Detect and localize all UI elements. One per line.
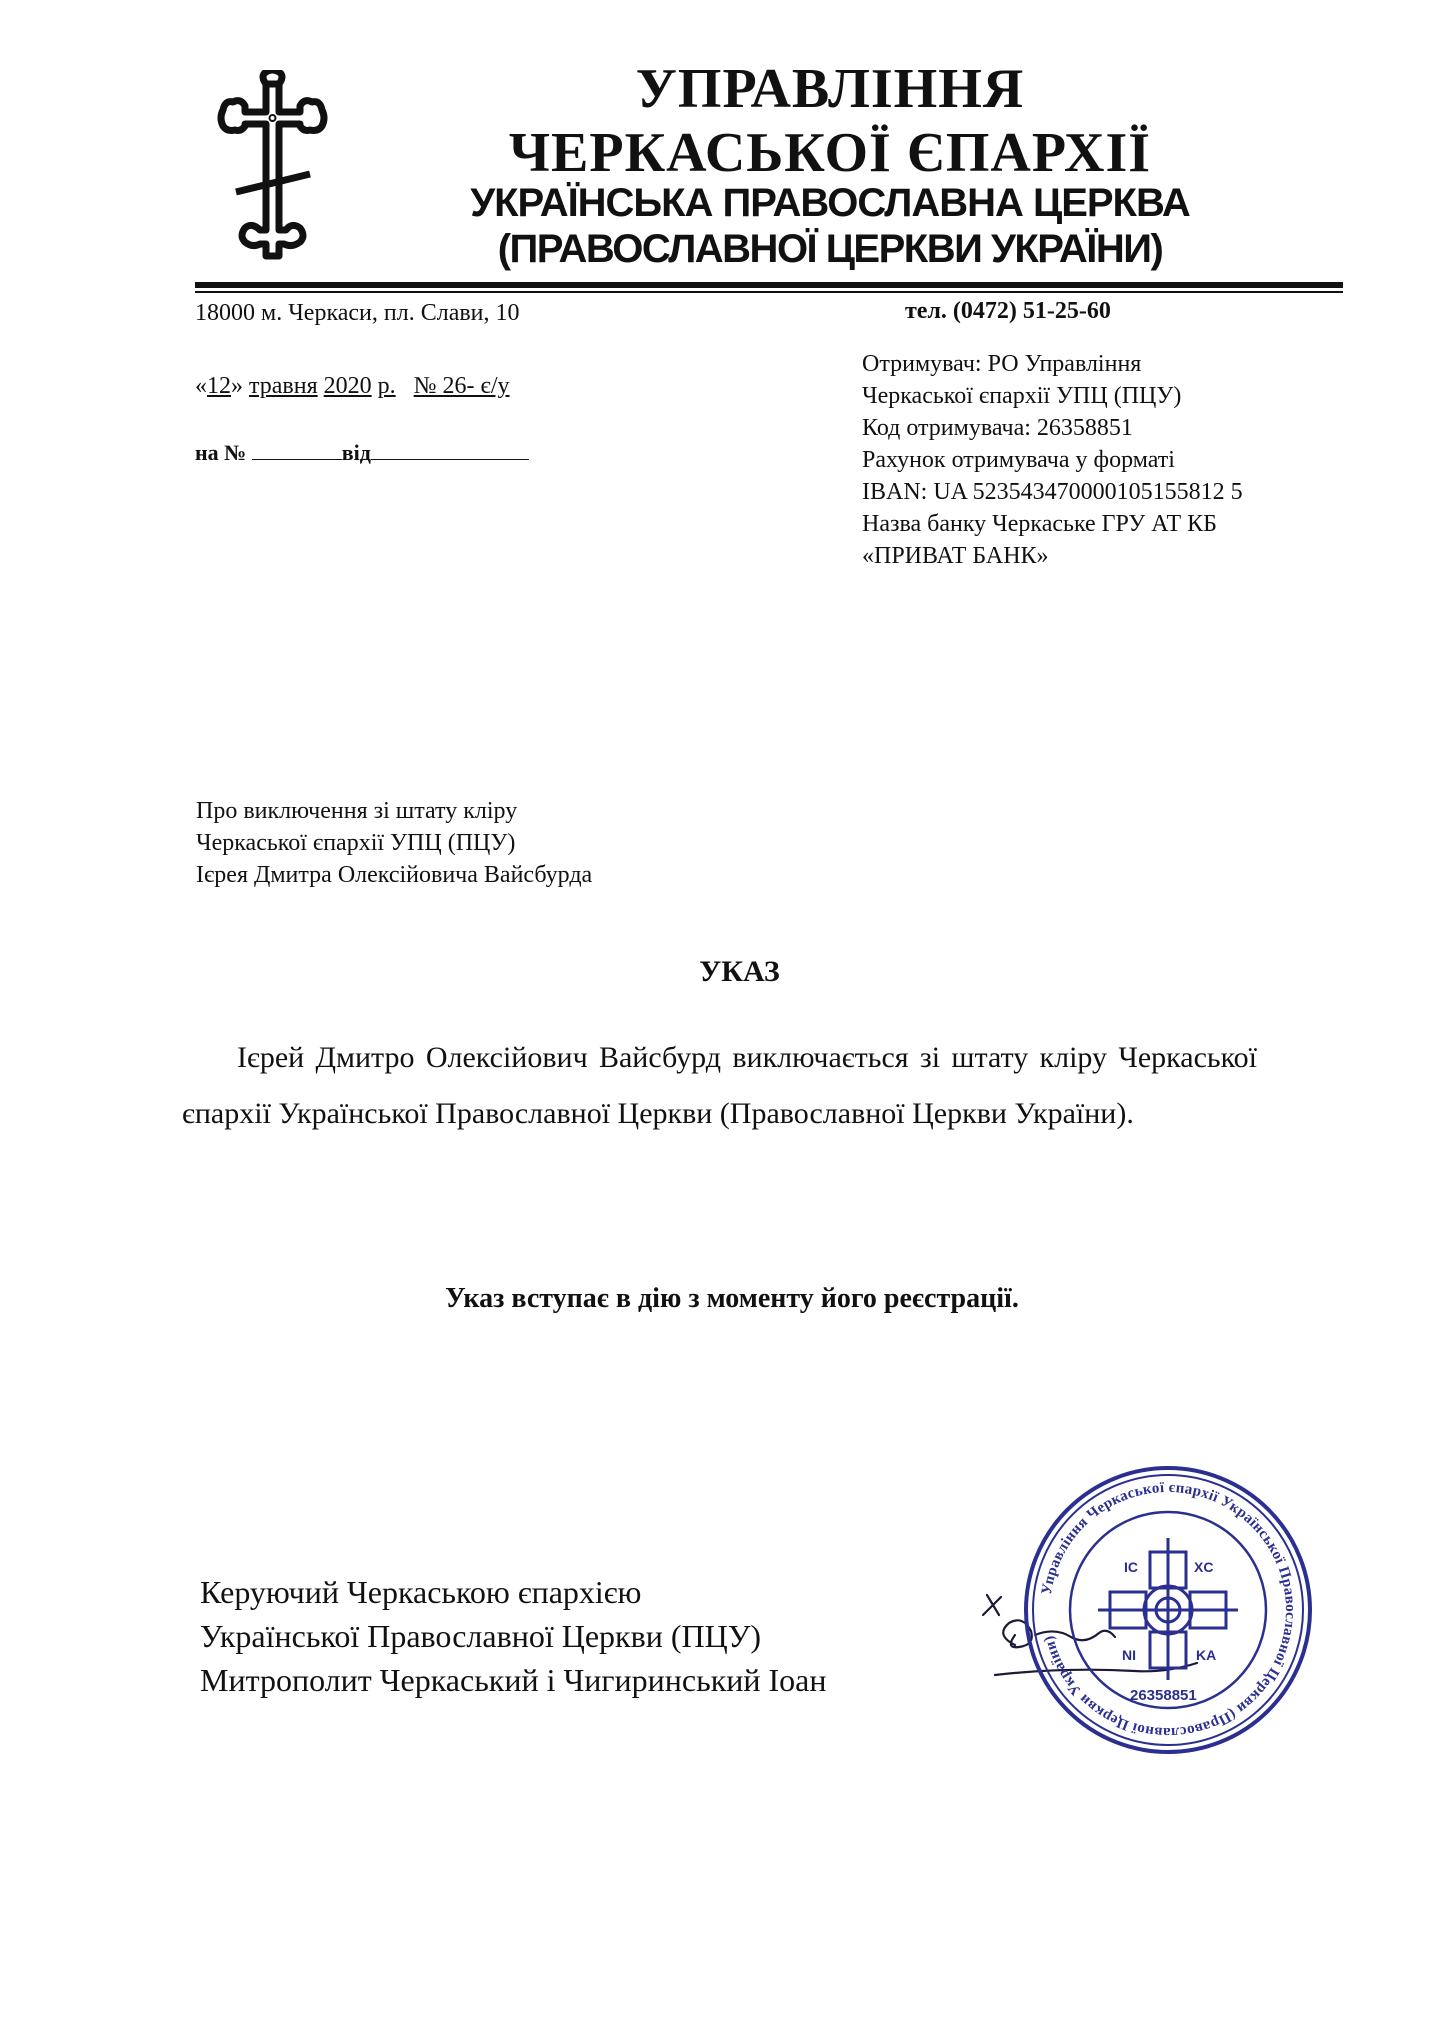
date-suffix: р. [377, 373, 396, 399]
date-year: 2020 [323, 373, 372, 399]
ref-from: від [341, 440, 371, 465]
subject-line: Черкаської єпархії УПЦ (ПЦУ) [196, 830, 516, 856]
subject [196, 795, 592, 891]
date-open: « [195, 373, 207, 399]
org-title-line4: (ПРАВОСЛАВНОЇ ЦЕРКВИ УКРАЇНИ) [497, 227, 1163, 271]
seal-ring-text: Управління Черкаської єпархії Української Православної Церкви (Православної Церкви України) [1038, 1479, 1299, 1741]
ref-number-blank [252, 441, 342, 460]
address: 18000 м. Черкаси, пл. Слави, 10 [195, 300, 520, 326]
ref-label: на № [195, 440, 247, 465]
seal-letters-ka: KA [1196, 1647, 1217, 1663]
seal-letters-ni: NI [1122, 1647, 1136, 1663]
seal-letters-ic: IC [1124, 1559, 1138, 1575]
recipient-line: «ПРИВАТ БАНК» [862, 543, 1049, 569]
recipient-line: IBAN: UA 523543470000105155812 5 [862, 479, 1243, 505]
document-title: УКАЗ [699, 955, 780, 988]
seal-code: 26358851 [1130, 1687, 1197, 1704]
ref-date-blank [371, 441, 529, 460]
signatory-line: Керуючий Черкаською єпархією [200, 1574, 642, 1610]
document-date-number [195, 373, 510, 400]
subject-line: Ієрея Дмитра Олексійовича Вайсбурда [196, 862, 593, 888]
signatory-line: Митрополит Черкаський і Чигиринський Іоан [200, 1662, 827, 1698]
phone: тел. (0472) 51-25-60 [905, 298, 1111, 324]
letterhead-rule-thin [195, 291, 1343, 293]
orthodox-cross-icon [200, 70, 345, 270]
recipient-line: Назва банку Черкаське ГРУ АТ КБ [862, 511, 1217, 537]
decree-body: Ієрей Дмитро Олексійович Вайсбурд виключається зі штату кліру Черкаської єпархії Української Православної Церкви (Православної Церкви України). [182, 1041, 1257, 1130]
date-day: 12 [207, 373, 231, 399]
recipient-details [862, 348, 1322, 572]
effective-clause: Указ вступає в дію з моменту його реєстрації. [445, 1283, 1019, 1314]
org-title-line1: УПРАВЛІННЯ [635, 58, 1025, 120]
org-title-line2: ЧЕРКАСЬКОЇ ЄПАРХІЇ [508, 122, 1152, 184]
letterhead-rule-thick [195, 282, 1343, 288]
date-month: травня [249, 373, 318, 399]
recipient-line: Код отримувача: 26358851 [862, 415, 1133, 441]
recipient-line: Отримувач: РО Управління [862, 351, 1142, 377]
recipient-line: Черкаської єпархії УПЦ (ПЦУ) [862, 383, 1182, 409]
signature-block [200, 1570, 826, 1702]
signatory-line: Української Православної Церкви (ПЦУ) [200, 1618, 761, 1654]
subject-line: Про виключення зі штату кліру [196, 798, 518, 824]
seal-letters-xc: XC [1194, 1559, 1214, 1575]
recipient-line: Рахунок отримувача у форматі [862, 447, 1175, 473]
diocese-seal-icon [1018, 1460, 1318, 1760]
reference-line [195, 440, 529, 466]
date-close: » [231, 373, 243, 399]
org-title-line3: УКРАЇНСЬКА ПРАВОСЛАВНА ЦЕРКВА [470, 181, 1190, 225]
document-number: № 26- є/у [413, 373, 510, 399]
